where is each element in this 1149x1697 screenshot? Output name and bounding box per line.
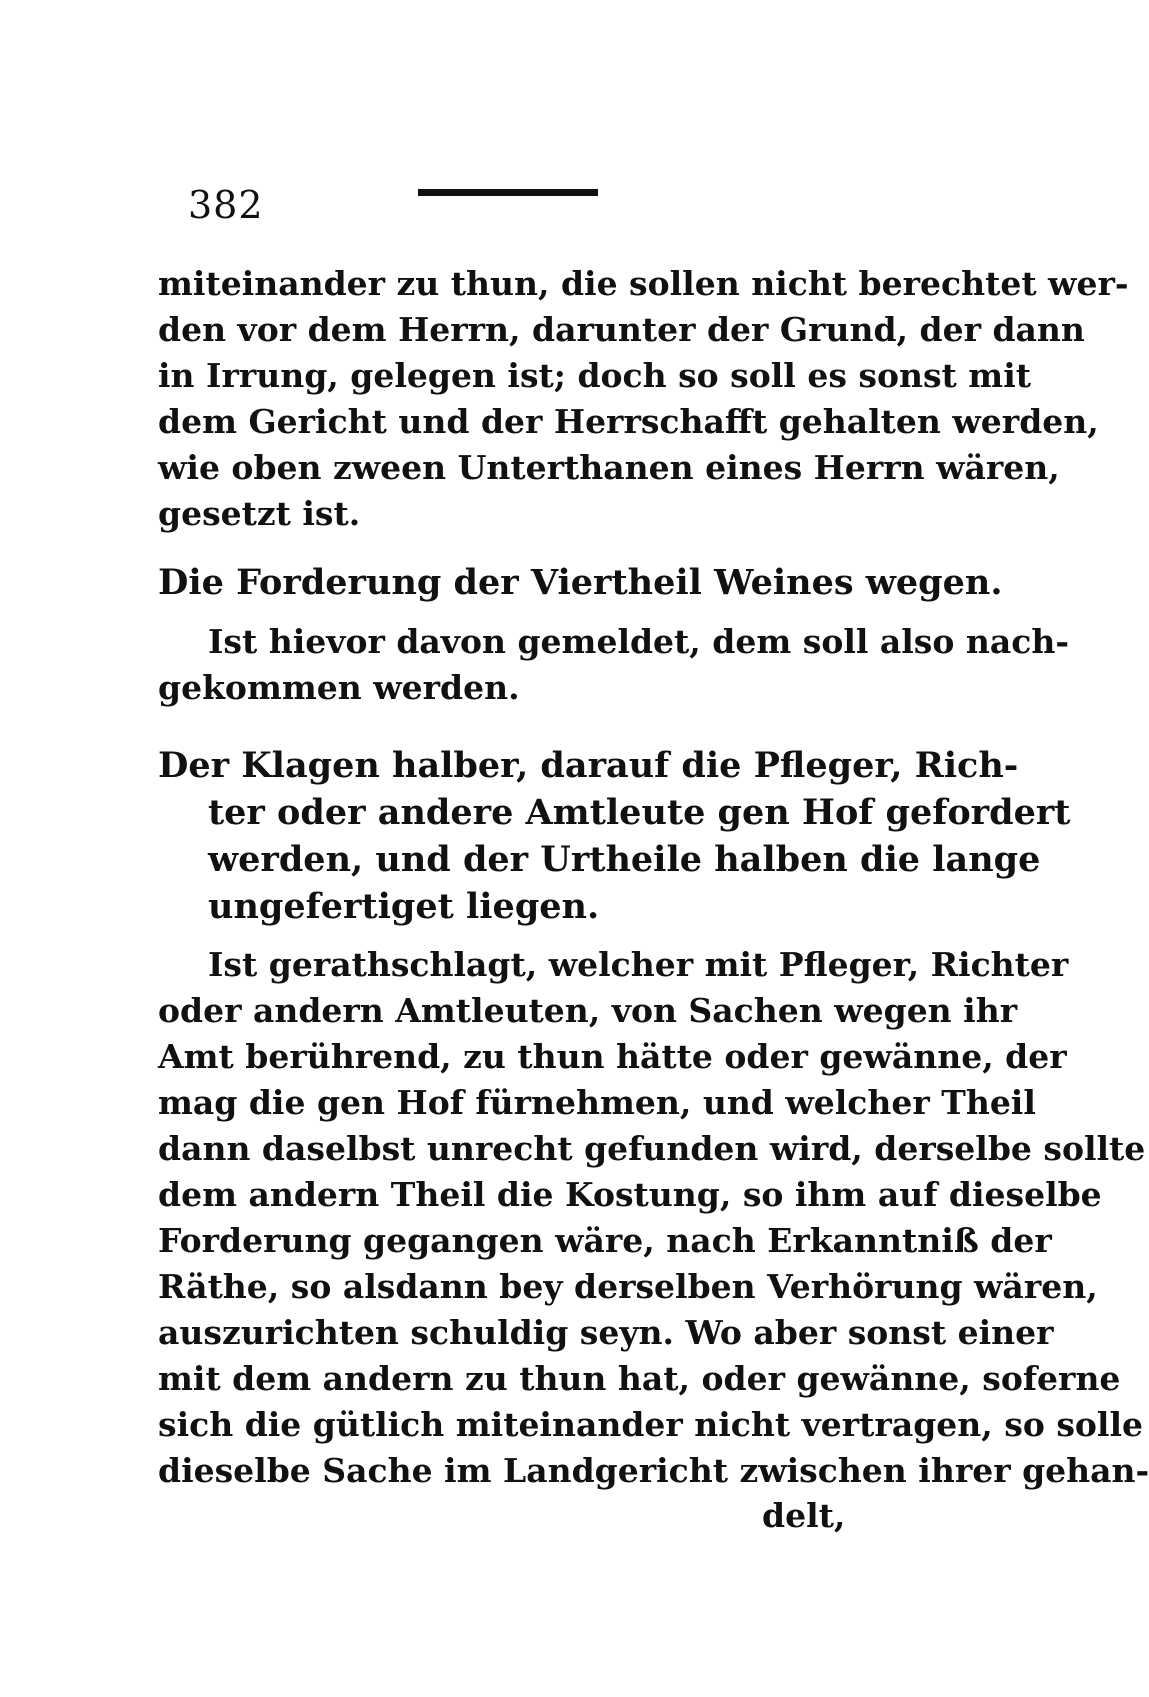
text-line: sich die gütlich miteinander nicht vertragen, so solle xyxy=(158,1405,1143,1444)
text-line: miteinander zu thun, die sollen nicht berechtet wer- xyxy=(158,264,1129,303)
header-rule xyxy=(418,189,598,196)
text-line: wie oben zween Unterthanen eines Herrn wären, xyxy=(158,448,1060,487)
heading-line: ungefertiget liegen. xyxy=(208,886,600,927)
text-line: auszurichten schuldig seyn. Wo aber sonst einer xyxy=(158,1313,1054,1352)
page-number: 382 xyxy=(188,183,264,227)
text-line: gekommen werden. xyxy=(158,668,520,707)
text-line: dem Gericht und der Herrschafft gehalten werden, xyxy=(158,402,1099,441)
text-line: mag die gen Hof fürnehmen, und welcher Theil xyxy=(158,1083,1036,1122)
text-line: oder andern Amtleuten, von Sachen wegen ihr xyxy=(158,991,1018,1030)
heading-line: Der Klagen halber, darauf die Pfleger, Rich- xyxy=(158,745,1019,786)
text-line: mit dem andern zu thun hat, oder gewänne, soferne xyxy=(158,1359,1121,1398)
heading-line: ter oder andere Amtleute gen Hof gefordert xyxy=(208,792,1071,833)
text-line: Räthe, so alsdann bey derselben Verhörung wären, xyxy=(158,1267,1098,1306)
text-line: gesetzt ist. xyxy=(158,494,361,533)
text-line: in Irrung, gelegen ist; doch so soll es sonst mit xyxy=(158,356,1031,395)
heading-line: Die Forderung der Viertheil Weines wegen. xyxy=(158,562,1003,603)
catchword: delt, xyxy=(762,1496,846,1535)
text-line: Forderung gegangen wäre, nach Erkanntniß der xyxy=(158,1221,1052,1260)
text-line: dieselbe Sache im Landgericht zwischen ihrer gehan- xyxy=(158,1451,1149,1490)
text-line: Ist hievor davon gemeldet, dem soll also nach- xyxy=(208,622,1070,661)
text-line: Amt berührend, zu thun hätte oder gewänne, der xyxy=(158,1037,1067,1076)
text-line: Ist gerathschlagt, welcher mit Pfleger, Richter xyxy=(208,945,1069,984)
text-line: dem andern Theil die Kostung, so ihm auf dieselbe xyxy=(158,1175,1102,1214)
text-line: den vor dem Herrn, darunter der Grund, der dann xyxy=(158,310,1085,349)
heading-line: werden, und der Urtheile halben die lange xyxy=(208,839,1041,880)
text-line: dann daselbst unrecht gefunden wird, derselbe sollte xyxy=(158,1129,1146,1168)
